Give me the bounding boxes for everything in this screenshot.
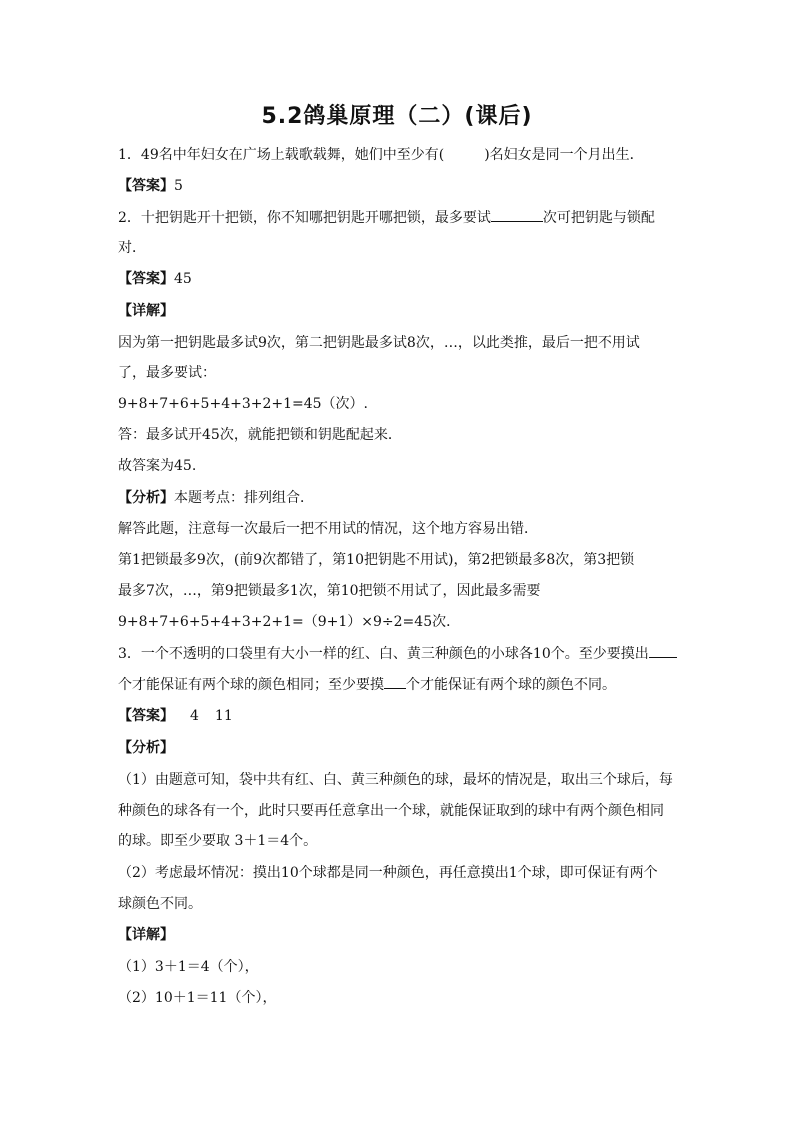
q3-analysis-line: 种颜色的球各有一个，此时只要再任意拿出一个球，就能保证取到的球中有两个颜色相同 (118, 803, 664, 819)
q3-text-b: 个才能保证有两个球的颜色不同。 (406, 677, 616, 693)
q3-analysis-line: 的球。即至少要取 3＋1＝4个。 (118, 833, 318, 849)
q3-text-a: 个才能保证有两个球的颜色相同；至少要摸 (118, 677, 384, 693)
q2-answer-label: 【答案】 (118, 271, 174, 287)
q2-question-line2: 对． (118, 240, 146, 256)
q1-answer-label: 【答案】 (118, 178, 174, 194)
q3-analysis-label: 【分析】 (118, 740, 174, 756)
q3-text-line1: 3．一个不透明的口袋里有大小一样的红、白、黄三种颜色的小球各10个。至少要摸出 (118, 646, 649, 662)
q3-answer-2: 11 (214, 708, 233, 724)
q2-text-a: 2．十把钥匙开十把锁，你不知哪把钥匙开哪把锁，最多要试 (118, 210, 491, 226)
q1-answer-value: 5 (174, 178, 183, 194)
q3-question-line1 (118, 645, 677, 663)
page-title: 5.2鸽巢原理（二）(课后) (261, 104, 533, 129)
q3-question-line2 (118, 676, 616, 694)
q2-detail-line: 故答案为45. (118, 458, 197, 474)
q3-answer-1: 4 (190, 708, 199, 724)
q3-analysis-line: （2）考虑最坏情况：摸出10个球都是同一种颜色，再任意摸出1个球，即可保证有两个 (118, 865, 658, 881)
q3-analysis-line: （1）由题意可知，袋中共有红、白、黄三种颜色的球，最坏的情况是，取出三个球后，每 (118, 772, 673, 788)
q2-detail-line: 因为第一把钥匙最多试9次，第二把钥匙最多试8次，…，以此类推，最后一把不用试 (118, 335, 640, 351)
q2-analysis-line: 最多7次，…，第9把锁最多1次，第10把锁不用试了，因此最多需要 (118, 583, 541, 599)
q2-analysis-line: 解答此题，注意每一次最后一把不用试的情况，这个地方容易出错． (118, 521, 538, 537)
q1-answer (118, 177, 183, 195)
q3-blank-2 (384, 676, 406, 689)
q2-analysis-line: 第1把锁最多9次，(前9次都错了，第10把钥匙不用试)，第2把锁最多8次，第3把锁 (118, 552, 635, 568)
q1-text-b: )名妇女是同一个月出生． (484, 147, 644, 163)
q2-detail-line: 答：最多试开45次，就能把锁和钥匙配起来． (118, 427, 402, 443)
q2-analysis-line: 9+8+7+6+5+4+3+2+1=（9+1）×9÷2=45次． (118, 614, 461, 630)
q2-analysis-text: 本题考点：排列组合． (174, 490, 314, 506)
q3-blank-1 (649, 645, 677, 658)
q2-detail-line: 了，最多要试： (118, 365, 216, 381)
q2-answer (118, 270, 192, 288)
q3-analysis-line: 球颜色不同。 (118, 896, 202, 912)
q2-question-line1 (118, 209, 655, 227)
q2-detail-label: 【详解】 (118, 303, 174, 319)
q2-answer-value: 45 (174, 271, 192, 287)
q2-analysis-label: 【分析】 (118, 490, 174, 506)
q3-answer-label: 【答案】 (118, 708, 174, 724)
q3-detail-label: 【详解】 (118, 927, 174, 943)
q3-answer (118, 707, 233, 725)
q2-text-b: 次可把钥匙与锁配 (542, 210, 655, 226)
q2-analysis-first (118, 489, 314, 507)
q2-blank (491, 209, 543, 222)
q1-text-a: 1．49名中年妇女在广场上载歌载舞，她们中至少有( (118, 147, 445, 163)
q1-question (118, 146, 644, 164)
q2-detail-line: 9+8+7+6+5+4+3+2+1=45（次）. (118, 396, 369, 412)
q3-detail-line: （2）10＋1＝11（个）， (118, 990, 277, 1006)
q3-detail-line: （1）3＋1＝4（个）， (118, 959, 259, 975)
